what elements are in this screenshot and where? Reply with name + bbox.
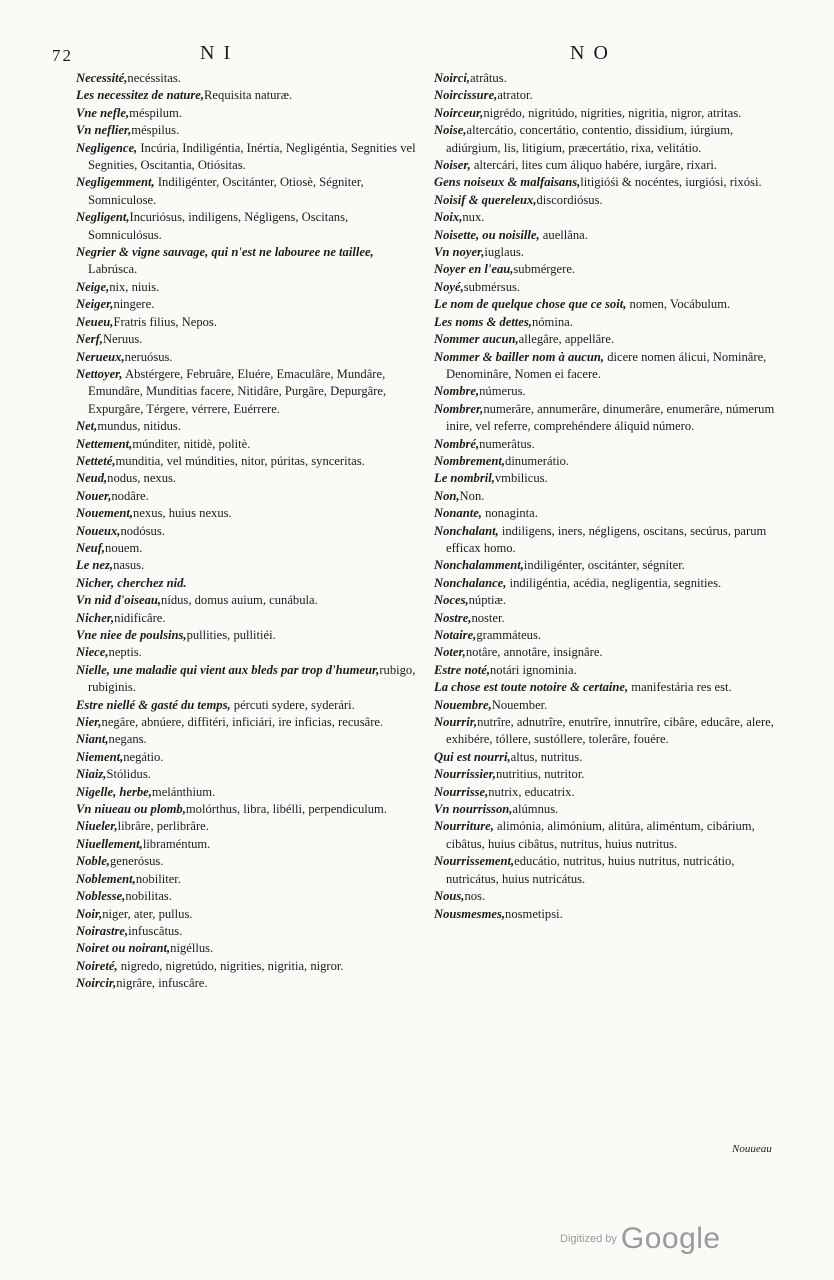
dictionary-entry — [434, 627, 786, 644]
dictionary-entry — [434, 749, 786, 766]
entry-headword: Netteté, — [76, 453, 116, 468]
entry-definition: nasus. — [113, 558, 145, 573]
entry-definition: indiligens, iners, négligens, oscitans, secúrus, parum efficax homo. — [446, 523, 767, 555]
dictionary-entry — [76, 70, 416, 87]
dictionary-entry — [434, 575, 786, 592]
dictionary-entry — [76, 592, 416, 609]
running-head-right: N O — [570, 42, 610, 64]
dictionary-entry — [434, 679, 786, 696]
catchword: Nouueau — [732, 1143, 772, 1155]
dictionary-entry — [76, 453, 416, 470]
dictionary-entry — [76, 331, 416, 348]
dictionary-entry — [434, 105, 786, 122]
entry-definition: Non. — [459, 488, 485, 503]
entry-headword: Nonchalance, — [434, 575, 507, 590]
dictionary-entry — [434, 296, 786, 313]
entry-definition: nodósus. — [120, 523, 165, 538]
entry-definition: nigredo, nigretúdo, nigrities, nigritia, nigror. — [117, 958, 344, 973]
entry-definition: melánthium. — [151, 784, 216, 799]
dictionary-entry — [434, 209, 786, 226]
entry-definition: Neruus. — [102, 332, 143, 347]
entry-definition: Nouember. — [491, 697, 548, 712]
dictionary-entry — [76, 836, 416, 853]
dictionary-entry — [76, 349, 416, 366]
entry-headword: Vn neflier, — [76, 123, 132, 138]
dictionary-entry — [434, 157, 786, 174]
entry-definition: núptiæ. — [468, 593, 507, 608]
right-column — [434, 70, 786, 923]
entry-headword: Niueler, — [76, 819, 118, 834]
dictionary-entry — [76, 418, 416, 435]
entry-headword: Noble, — [76, 854, 110, 869]
dictionary-entry — [434, 766, 786, 783]
dictionary-entry — [76, 731, 416, 748]
entry-definition: Incúria, Indiligéntia, Inértia, Negligéntia, Segnities vel Segnities, Oscitantia, Otiósitas. — [88, 140, 416, 173]
entry-headword: Negrier & vigne sauvage, qui n'est ne labouree ne taillee, — [76, 245, 374, 260]
dictionary-entry — [76, 488, 416, 505]
entry-headword: Noir, — [76, 906, 103, 921]
entry-definition: atrâtus. — [470, 71, 507, 85]
entry-definition: educátio, nutritus, huius nutritus, nutricátio, nutricátus, huius nutricátus. — [446, 854, 735, 886]
dictionary-entry — [76, 314, 416, 331]
entry-headword: Les noms & dettes, — [434, 314, 532, 329]
entry-headword: Estre noté, — [434, 662, 490, 677]
entry-headword: Noces, — [434, 593, 469, 608]
entry-definition: nonaginta. — [481, 506, 538, 521]
entry-definition: nigrédo, nigritúdo, nigrities, nigritia, nigror, atritas. — [483, 105, 742, 120]
page-number: 72 — [52, 46, 73, 65]
entry-headword: Noiret ou noirant, — [76, 941, 171, 956]
entry-headword: La chose est toute notoire & certaine, — [434, 680, 629, 695]
watermark-logo-text: Google — [620, 1222, 721, 1255]
entry-definition: dinumerátio. — [505, 453, 570, 468]
dictionary-entry — [76, 209, 416, 244]
entry-headword: Niuellement, — [76, 836, 143, 851]
dictionary-entry — [76, 436, 416, 453]
entry-definition: manifestária res est. — [628, 680, 732, 695]
entry-headword: Neiger, — [76, 297, 114, 312]
entry-headword: Nouembre, — [434, 697, 492, 712]
entry-headword: Neud, — [76, 471, 108, 486]
entry-headword: Vne nefle, — [76, 105, 130, 120]
entry-headword: Nourrir, — [434, 715, 478, 730]
dictionary-entry — [76, 296, 416, 313]
running-head-left: N I — [200, 42, 233, 64]
entry-headword: Noblesse, — [76, 889, 126, 904]
dictionary-entry — [434, 192, 786, 209]
dictionary-entry — [434, 244, 786, 261]
entry-definition: atrator. — [497, 88, 533, 103]
entry-definition: múnditer, nitidè, politè. — [132, 436, 251, 451]
dictionary-entry — [76, 470, 416, 487]
dictionary-entry — [76, 105, 416, 122]
entry-headword: Net, — [76, 419, 98, 434]
entry-headword: Les necessitez de nature, — [76, 88, 205, 103]
entry-headword: Nerueux, — [76, 349, 125, 364]
entry-definition: nutritius, nutritor. — [495, 767, 585, 782]
entry-definition: pullities, pullitiéi. — [186, 628, 276, 642]
entry-definition: alimónia, alimónium, alitúra, aliméntum, cibárium, cibâtus, huius cibâtus, nutritus, huius nutritus. — [446, 819, 755, 851]
entry-definition: noster. — [471, 610, 505, 625]
entry-headword: Noirci, — [434, 71, 471, 85]
dictionary-entry — [434, 227, 786, 244]
dictionary-entry — [434, 505, 786, 522]
entry-headword: Noblement, — [76, 871, 136, 886]
entry-headword: Nigelle, herbe, — [76, 784, 152, 799]
entry-definition: infuscâtus. — [128, 923, 183, 938]
dictionary-entry — [434, 70, 786, 87]
entry-headword: Negligemment, — [76, 175, 155, 190]
entry-definition: altercátio, concertátio, contentio, dissidium, iúrgium, adiúrgium, lis, litigium, præcertátio, rixa, velitátio. — [446, 123, 734, 155]
entry-definition: litigióśi & nocéntes, iurgiósi, rixósi. — [580, 175, 762, 190]
entry-definition: discordiósus. — [536, 192, 603, 207]
entry-definition: númerus. — [479, 384, 526, 399]
dictionary-entry — [76, 749, 416, 766]
entry-definition: ningere. — [113, 297, 155, 312]
entry-headword: Nombre, — [434, 384, 480, 399]
entry-definition: Abstérgere, Februâre, Eluére, Emaculâre, Mundâre, Emundâre, Munditias facere, Nitidâre, Purgâre, Depurgâre, Expurgâre, Térgere, vérrere, Euérrere. — [88, 366, 387, 416]
entry-definition: negátio. — [123, 749, 164, 764]
dictionary-entry — [76, 888, 416, 905]
dictionary-entry — [76, 940, 416, 957]
dictionary-entry — [76, 906, 416, 923]
entry-headword: Neueu, — [76, 314, 114, 329]
entry-headword: Nourrissement, — [434, 854, 515, 869]
entry-headword: Noirceur, — [434, 105, 484, 120]
entry-definition: auellâna. — [539, 227, 588, 242]
dictionary-entry — [434, 349, 786, 384]
entry-definition: rubigo, rubiginis. — [88, 662, 416, 695]
dictionary-entry — [434, 906, 786, 923]
entry-headword: Gens noiseux & malfaisans, — [434, 175, 581, 190]
entry-headword: Nourrissier, — [434, 767, 496, 782]
dictionary-entry — [76, 627, 416, 644]
entry-headword: Notaire, — [434, 628, 477, 642]
entry-definition: niger, ater, pullus. — [102, 906, 193, 921]
entry-definition: nigrâre, infuscâre. — [116, 976, 208, 991]
entry-definition: numerâtus. — [479, 436, 535, 451]
dictionary-entry — [434, 853, 786, 888]
entry-headword: Nerf, — [76, 332, 103, 347]
dictionary-entry — [434, 122, 786, 157]
entry-definition: altercári, lites cum áliquo habére, iurgâre, rixari. — [470, 158, 718, 173]
dictionary-entry — [434, 888, 786, 905]
dictionary-entry — [76, 140, 416, 175]
entry-headword: Noireté, — [76, 958, 118, 973]
entry-headword: Niaiz, — [76, 767, 107, 782]
entry-headword: Nombrer, — [434, 401, 484, 416]
entry-headword: Neuf, — [76, 540, 106, 555]
dictionary-entry — [76, 697, 416, 714]
entry-definition: méspilus. — [131, 123, 180, 138]
entry-definition: nutrix, educatrix. — [488, 784, 575, 799]
dictionary-entry — [76, 644, 416, 661]
entry-definition: notâre, annotâre, insignâre. — [465, 645, 603, 660]
entry-definition: indiligéntia, acédia, negligentia, segnities. — [506, 575, 722, 590]
entry-definition: negans. — [108, 732, 147, 747]
entry-headword: Nous, — [434, 889, 465, 904]
entry-definition: Labrúsca. — [88, 262, 138, 277]
dictionary-entry — [76, 244, 416, 279]
entry-headword: Noise, — [434, 123, 467, 138]
entry-definition: nux. — [462, 210, 485, 225]
entry-headword: Nombrement, — [434, 453, 506, 468]
dictionary-entry — [434, 279, 786, 296]
entry-headword: Le nom de quelque chose que ce soit, — [434, 297, 627, 312]
dictionary-entry — [76, 575, 416, 592]
dictionary-entry — [76, 540, 416, 557]
entry-headword: Nombré, — [434, 436, 480, 451]
entry-headword: Nonante, — [434, 506, 482, 521]
dictionary-entry — [76, 853, 416, 870]
entry-definition: numerâre, annumerâre, dinumerâre, enumerâre, númerum inire, vel referre, comprehéndere áliquid número. — [446, 401, 775, 434]
entry-definition: nidificâre. — [114, 610, 166, 625]
dictionary-entry — [434, 818, 786, 853]
dictionary-entry — [76, 923, 416, 940]
entry-headword: Noueux, — [76, 523, 121, 538]
dictionary-entry — [76, 784, 416, 801]
entry-headword: Noiser, — [434, 158, 471, 173]
entry-definition: nobilitas. — [125, 889, 172, 904]
entry-headword: Noyé, — [434, 279, 464, 294]
entry-headword: Nostre, — [434, 610, 472, 625]
entry-definition: nídus, domus auium, cunábula. — [161, 593, 318, 608]
entry-headword: Nourriture, — [434, 819, 494, 834]
dictionary-entry — [76, 975, 416, 992]
entry-headword: Niement, — [76, 749, 124, 764]
dictionary-entry — [434, 87, 786, 104]
dictionary-entry — [76, 801, 416, 818]
dictionary-entry — [434, 610, 786, 627]
entry-headword: Necessité, — [76, 71, 128, 85]
dictionary-entry — [434, 331, 786, 348]
entry-headword: Niant, — [76, 732, 109, 747]
entry-definition: indiligénter, oscitánter, ségniter. — [523, 558, 685, 573]
entry-headword: Nouement, — [76, 506, 134, 521]
entry-definition: nodus, nexus. — [107, 471, 177, 486]
entry-headword: Nier, — [76, 715, 102, 730]
entry-headword: Noisif & quereleux, — [434, 192, 537, 207]
entry-headword: Qui est nourri, — [434, 749, 511, 764]
entry-headword: Vne niee de poulsins, — [76, 628, 187, 642]
entry-headword: Nielle, une maladie qui vient aux bleds par trop d'humeur, — [76, 662, 380, 677]
dictionary-entry — [76, 557, 416, 574]
entry-headword: Noisette, ou noisille, — [434, 227, 540, 242]
entry-headword: Le nombril, — [434, 471, 495, 486]
entry-definition: nobiliter. — [135, 871, 181, 886]
entry-headword: Noix, — [434, 210, 463, 225]
dictionary-entry — [76, 279, 416, 296]
entry-definition: Stólidus. — [106, 767, 151, 782]
entry-headword: Nonchalamment, — [434, 558, 524, 573]
entry-headword: Le nez, — [76, 558, 114, 573]
dictionary-entry — [76, 505, 416, 522]
entry-headword: Nourrisse, — [434, 784, 489, 799]
dictionary-entry — [76, 958, 416, 975]
entry-definition: Indiligénter, Oscitánter, Otiosè, Ségniter, Somniculose. — [88, 175, 364, 207]
dictionary-entry — [434, 488, 786, 505]
entry-definition: neptis. — [108, 645, 142, 660]
entry-definition: dicere nomen álicui, Nominâre, Denominâre, Nomen ei facere. — [446, 349, 767, 381]
digitized-watermark — [560, 1222, 721, 1256]
entry-definition: Fratris filius, Nepos. — [113, 314, 217, 329]
dictionary-entry — [434, 261, 786, 278]
entry-headword: Nettement, — [76, 436, 133, 451]
entry-definition: nigéllus. — [170, 941, 214, 956]
dictionary-entry — [76, 174, 416, 209]
dictionary-entry — [434, 557, 786, 574]
entry-definition: libraméntum. — [142, 836, 211, 851]
entry-headword: Vn noyer, — [434, 245, 485, 260]
dictionary-entry — [76, 714, 416, 731]
entry-definition: Incuriósus, indiligens, Négligens, Oscitans, Somniculósus. — [88, 210, 349, 242]
entry-headword: Negligent, — [76, 210, 130, 225]
dictionary-entry — [76, 122, 416, 139]
entry-headword: Vn niueau ou plomb, — [76, 802, 186, 817]
dictionary-entry — [434, 714, 786, 749]
entry-headword: Noircissure, — [434, 88, 498, 103]
entry-headword: Nicher, — [76, 610, 115, 625]
entry-definition: allegâre, appellâre. — [518, 332, 615, 347]
entry-definition: negâre, abnúere, diffitéri, inficiári, ire inficias, recusâre. — [101, 715, 384, 730]
entry-definition: nexus, huius nexus. — [133, 506, 232, 521]
dictionary-entry — [434, 592, 786, 609]
dictionary-entry — [434, 453, 786, 470]
entry-definition: mundus, nitidus. — [97, 419, 181, 434]
dictionary-entry — [434, 174, 786, 191]
entry-definition: generósus. — [109, 854, 164, 869]
dictionary-entry — [434, 784, 786, 801]
dictionary-entry — [434, 470, 786, 487]
dictionary-entry — [76, 87, 416, 104]
dictionary-entry — [76, 766, 416, 783]
entry-headword: Neige, — [76, 279, 110, 294]
entry-definition: submérsus. — [463, 279, 521, 294]
dictionary-entry — [434, 401, 786, 436]
entry-definition: altus, nutritus. — [510, 749, 583, 764]
entry-headword: Nettoyer, — [76, 366, 123, 381]
dictionary-entry — [434, 314, 786, 331]
entry-headword: Nommer & bailler nom à aucun, — [434, 349, 605, 364]
entry-definition: nos. — [464, 889, 486, 904]
dictionary-entry — [434, 662, 786, 679]
entry-definition: nomen, Vocábulum. — [626, 297, 731, 312]
dictionary-entry — [434, 801, 786, 818]
dictionary-entry — [76, 366, 416, 418]
entry-headword: Nouer, — [76, 488, 112, 503]
entry-definition: nosmetipsi. — [505, 906, 563, 921]
entry-definition: pércuti sydere, syderári. — [230, 697, 355, 712]
dictionary-entry — [76, 610, 416, 627]
entry-headword: Noirastre, — [76, 923, 129, 938]
entry-definition: iuglaus. — [484, 245, 524, 260]
dictionary-entry — [76, 818, 416, 835]
entry-definition: necéssitas. — [127, 71, 181, 85]
entry-headword: Noter, — [434, 645, 466, 660]
entry-definition: munditia, vel múndities, nitor, púritas, synceritas. — [115, 453, 365, 468]
entry-definition: molórthus, libra, libélli, perpendiculum. — [185, 802, 388, 817]
dictionary-entry — [76, 523, 416, 540]
entry-headword: Noircir, — [76, 976, 117, 991]
entry-headword: Vn nid d'oiseau, — [76, 593, 162, 608]
entry-headword: Nicher, cherchez nid. — [76, 575, 187, 590]
dictionary-entry — [434, 644, 786, 661]
dictionary-entry — [434, 523, 786, 558]
entry-headword: Vn nourrisson, — [434, 802, 513, 817]
dictionary-entry — [76, 871, 416, 888]
dictionary-entry — [434, 383, 786, 400]
entry-definition: grammáteus. — [476, 628, 542, 642]
entry-definition: librâre, perlibrâre. — [117, 819, 209, 834]
entry-definition: nómina. — [531, 314, 573, 329]
watermark-small-text: Digitized by — [560, 1233, 617, 1245]
entry-definition: nutrîre, adnutrîre, enutrîre, innutrîre, cibâre, educâre, alere, exhibére, tóllere, sustóllere, tolerâre, fouére. — [446, 715, 774, 747]
entry-headword: Niece, — [76, 645, 109, 660]
entry-definition: nodâre. — [111, 488, 149, 503]
entry-definition: nix, niuis. — [109, 279, 160, 294]
entry-headword: Non, — [434, 488, 460, 503]
dictionary-entry — [434, 436, 786, 453]
entry-definition: méspilum. — [129, 105, 182, 120]
entry-headword: Nonchalant, — [434, 523, 499, 538]
entry-headword: Negligence, — [76, 140, 138, 155]
entry-definition: submérgere. — [513, 262, 576, 277]
dictionary-entry — [76, 662, 416, 697]
dictionary-entry — [434, 697, 786, 714]
entry-definition: neruósus. — [124, 349, 173, 364]
entry-definition: vmbilicus. — [494, 471, 548, 486]
entry-definition: alúmnus. — [512, 802, 559, 817]
left-column — [76, 70, 416, 993]
entry-headword: Noyer en l'eau, — [434, 262, 514, 277]
entry-definition: notári ignominia. — [489, 662, 577, 677]
entry-headword: Nommer aucun, — [434, 332, 519, 347]
entry-headword: Estre niellé & gasté du temps, — [76, 697, 231, 712]
entry-definition: nouem. — [105, 540, 143, 555]
entry-headword: Nousmesmes, — [434, 906, 506, 921]
entry-definition: Requisita naturæ. — [204, 88, 293, 103]
